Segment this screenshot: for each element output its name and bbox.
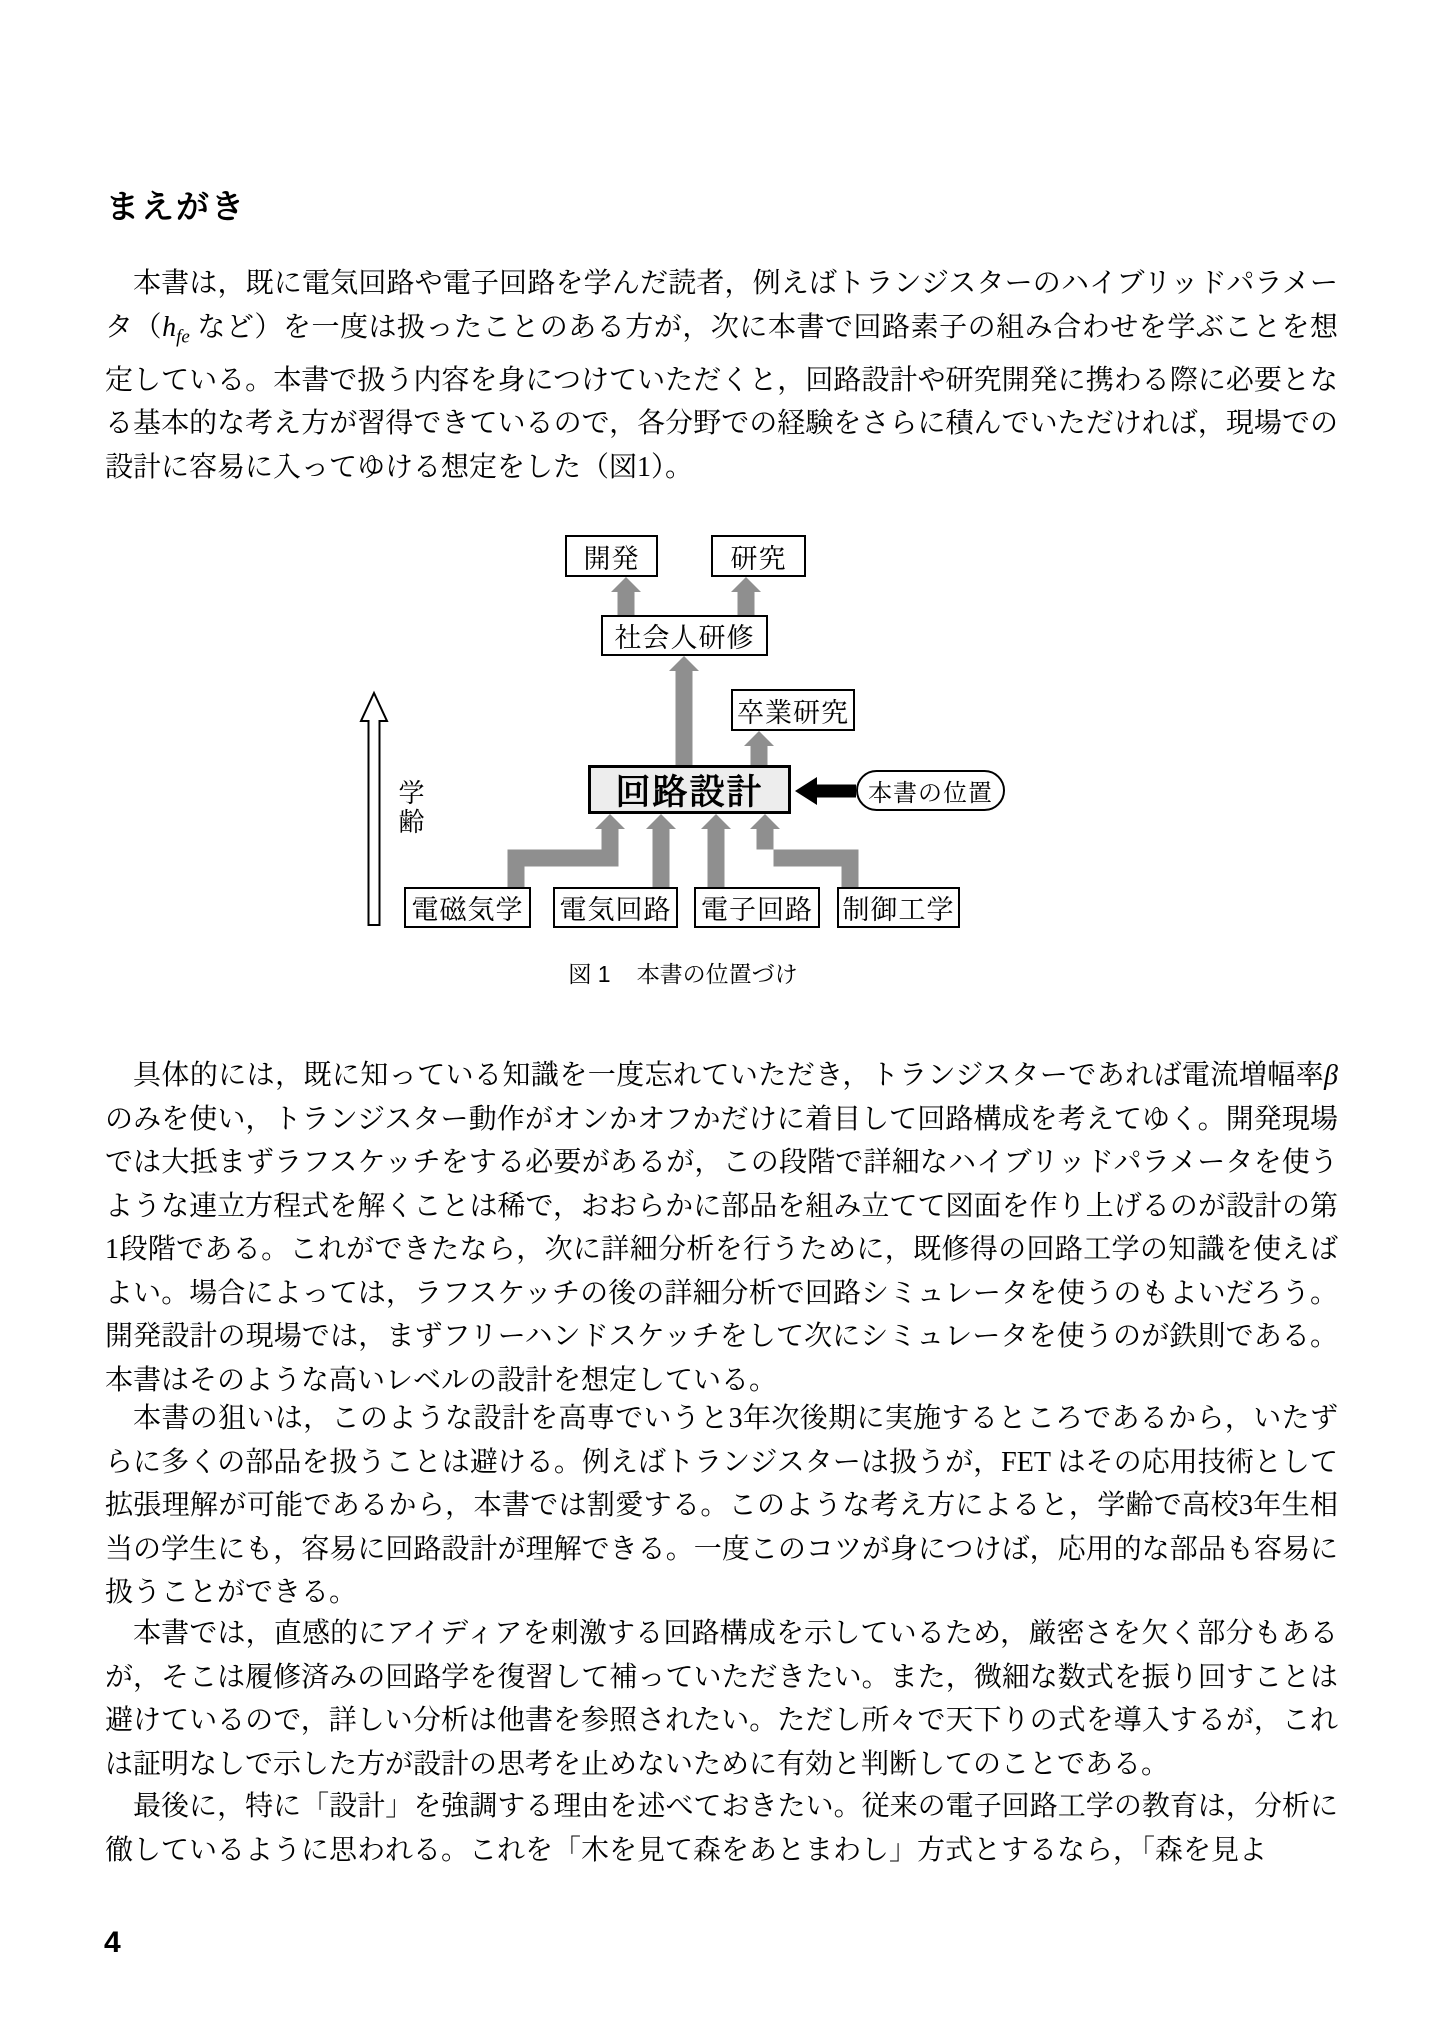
paragraph-1: [105, 262, 1338, 489]
box-graduation-research: 卒業研究: [731, 689, 855, 731]
figure-caption-label: 図 1: [568, 961, 611, 987]
black-arrow: [795, 777, 856, 805]
age-axis-arrow-icon: [361, 693, 387, 925]
arrow-electronic-to-design-icon: [701, 814, 731, 887]
figure-caption-text: 本書の位置づけ: [636, 961, 798, 987]
arrow-book-to-design-icon: [795, 777, 856, 805]
paragraph-1-text-a: 本書は，既に電気回路や電子回路を学んだ読者，例えばトランジスターのハイブリッドパラメータ（: [105, 268, 1338, 343]
box-electronic-circuits: 電子回路: [694, 887, 820, 928]
arrow-electromagnetics-to-design-icon: [508, 814, 626, 887]
box-development: 開発: [565, 535, 658, 577]
page-title: まえがき: [106, 188, 246, 225]
arrow-training-to-development-icon: [611, 577, 641, 615]
box-book-position: 本書の位置: [856, 770, 1005, 811]
paragraph-2-text-a: 具体的には，既に知っている知識を一度忘れていただき，トランジスターであれば電流増幅率: [133, 1060, 1325, 1091]
paragraph-1-text-b: など）を一度は扱ったことのある方が，次に本書で回路素子の組み合わせを学ぶことを想定している。本書で扱う内容を身につけていただくと，回路設計や研究開発に携わる際に必要となる基本的な考え方が習得できているので，各分野での経験をさらに積んでいただければ，現場での設計に容易に入ってゆける想定をした（図1）。: [105, 311, 1338, 483]
paragraph-5: 最後に，特に「設計」を強調する理由を述べておきたい。従来の電子回路工学の教育は，分析に徹しているように思われる。これを「木を見て森をあとまわし」方式とするなら，「森を見よ: [105, 1791, 1338, 1866]
beta-symbol: β: [1324, 1060, 1338, 1091]
hfe-formula: $h_{fe}$: [162, 311, 190, 348]
page-number: 4: [104, 1926, 121, 1959]
paragraph-2: [105, 1054, 1338, 1402]
arrow-design-to-training-icon: [669, 656, 699, 765]
box-research: 研究: [711, 535, 806, 577]
box-adult-training: 社会人研修: [601, 615, 768, 656]
paragraph-3: 本書の狙いは，このような設計を高専でいうと3年次後期に実施するところであるから，いたずらに多くの部品を扱うことは避ける。例えばトランジスターは扱うが，FET はその応用技術として拡張理解が可能であるから，本書では割愛する。このような考え方によると，学齢で高校3年生相当の学生にも，容易に回路設計が理解できる。一度このコツが身につけば，応用的な部品も容易に扱うことができる。: [105, 1403, 1338, 1608]
box-electromagnetics: 電磁気学: [404, 887, 531, 928]
age-axis-label: 学齢: [395, 779, 425, 837]
arrow-electric-to-design-icon: [646, 814, 676, 887]
box-control-engineering: 制御工学: [837, 887, 960, 928]
arrow-design-to-graduation-icon: [744, 731, 774, 765]
figure-caption: [358, 956, 1008, 989]
paragraph-2-text-b: のみを使い，トランジスター動作がオンかオフかだけに着目して回路構成を考えてゆく。開発現場では大抵まずラフスケッチをする必要があるが，この段階で詳細なハイブリッドパラメータを使うような連立方程式を解くことは稀で，おおらかに部品を組み立てて図面を作り上げるのが設計の第1段階である。これができたなら，次に詳細分析を行うために，既修得の回路工学の知識を使えばよい。場合によっては，ラフスケッチの後の詳細分析で回路シミュレータを使うのもよいだろう。開発設計の現場では，まずフリーハンドスケッチをして次にシミュレータを使うのが鉄則である。本書はそのような高いレベルの設計を想定している。: [105, 1103, 1338, 1396]
arrow-control-to-design-icon: [750, 814, 859, 887]
box-circuit-design: 回路設計: [588, 765, 791, 814]
arrow-training-to-research-icon: [731, 577, 761, 615]
box-electric-circuits: 電気回路: [553, 887, 678, 928]
paragraph-4: 本書では，直感的にアイディアを刺激する回路構成を示しているため，厳密さを欠く部分もあるが，そこは履修済みの回路学を復習して補っていただきたい。また，微細な数式を振り回すことは避けているので，詳しい分析は他書を参照されたい。ただし所々で天下りの式を導入するが，これは証明なしで示した方が設計の思考を止めないために有効と判断してのことである。: [105, 1618, 1338, 1780]
figure-1: [358, 520, 1008, 990]
